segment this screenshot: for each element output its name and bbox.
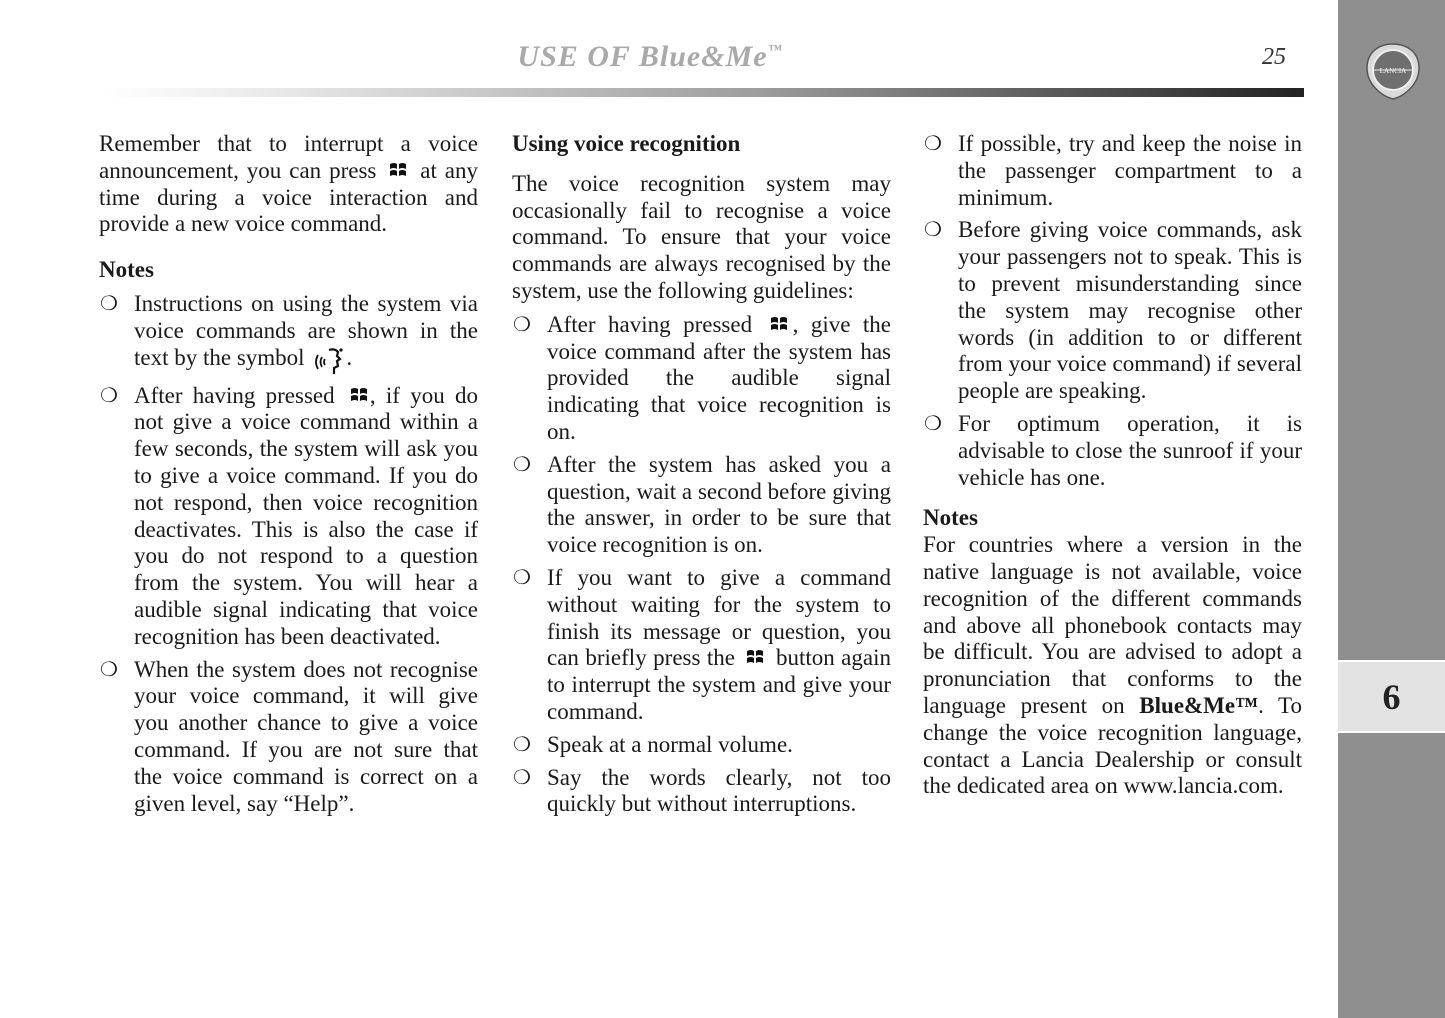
bullet-icon: ❍ (513, 733, 531, 756)
list-item: ❍ Before giving voice commands, ask your passengers not to speak. This is to prevent misunderstanding since the system may recognise other words (in addition to or different from your voice command) if several people are speaking. (924, 217, 1302, 404)
tips-list (923, 131, 1302, 491)
notes-heading: Notes (923, 505, 978, 531)
brand-name: Blue&Me™ (1139, 692, 1259, 718)
list-item: ❍ Speak at a normal volume. (513, 731, 793, 757)
bullet-icon: ❍ (100, 658, 118, 681)
list-item: ❍ After having pressed , if you do not give a voice command within a few seconds, the system will ask you to give a voice command. If you do not respond, then voice recognition deactivates. This is also the case if you do not respond to a question from the system. You will hear a audible signal indicating that voice recognition has been deactivated. (100, 382, 478, 649)
notes-paragraph: For countries where a version in the native language is not available, voice recognition of the different commands and above all phonebook contacts may be difficult. You are advised to adopt a pronunciation that conforms to the language present on Blue&Me™. To change the voice recognition language, contact a Lancia Dealership or consult the dedicated area on www.lancia.com. (923, 532, 1303, 799)
list-item: ❍ After the system has asked you a question, wait a second before giving the answer, in order to be sure that voice recognition is on. (513, 451, 891, 558)
bullet-icon: ❍ (924, 219, 942, 242)
list-item: ❍ When the system does not recognise your voice command, it will give you another chance to give a voice command. If you are not sure that the voice command is correct on a given level, say “Help”. (100, 656, 478, 816)
section-heading: Using voice recognition (512, 131, 741, 156)
notes-heading: Notes (99, 257, 154, 283)
chapter-number-tab: 6 (1338, 660, 1445, 733)
bullet-icon: ❍ (513, 766, 531, 789)
column-2 (512, 131, 891, 824)
bullet-icon: ❍ (924, 133, 942, 155)
list-item: ❍ If possible, try and keep the noise in the passenger compartment to a minimum. (924, 131, 1302, 210)
voice-button-icon (348, 384, 370, 406)
list-item: ❍ After having pressed , give the voice command after the system has provided the audible signal indicating that voice recognition is on. (513, 311, 892, 444)
notes-list (99, 291, 478, 817)
column-3 (923, 131, 1302, 800)
lancia-logo (1365, 42, 1421, 100)
list-item: ❍ If you want to give a command without waiting for the system to finish its message or question, you can briefly press the button again to interrupt the system and give your command. (513, 564, 891, 724)
page-number: 25 (1262, 44, 1286, 70)
list-item: ❍ For optimum operation, it is advisable to close the sunroof if your vehicle has one. (924, 410, 1302, 490)
list-item: ❍ Instructions on using the system via voice commands are shown in the text by the symbol . (99, 291, 478, 377)
chapter-side-tab (1338, 0, 1445, 1018)
bullet-icon: ❍ (513, 313, 531, 336)
column-1 (99, 131, 478, 823)
trademark-symbol: ™ (767, 43, 783, 58)
bullet-icon: ❍ (924, 412, 942, 435)
voice-button-icon (387, 159, 409, 181)
svg-text:LANCIA: LANCIA (1379, 67, 1407, 75)
bullet-icon: ❍ (100, 292, 118, 315)
page-header-title: USE OF Blue&Me™ (517, 40, 783, 73)
speaking-head-icon (311, 347, 345, 377)
bullet-icon: ❍ (513, 566, 531, 589)
list-item: ❍ Say the words clearly, not too quickly but without interruptions. (513, 764, 891, 817)
intro-paragraph: Remember that to interrupt a voice announcement, you can press at any time during a voice interaction and provide a new voice command. (99, 131, 478, 237)
voice-button-icon (768, 313, 790, 335)
header-rule (100, 88, 1304, 97)
intro-paragraph: The voice recognition system may occasionally fail to recognise a voice command. To ensure that your voice commands are always recognised by the system, use the following guidelines: (512, 170, 891, 303)
guidelines-list (512, 312, 891, 818)
bullet-icon: ❍ (100, 384, 118, 407)
voice-button-icon (744, 646, 766, 668)
bullet-icon: ❍ (513, 453, 531, 476)
